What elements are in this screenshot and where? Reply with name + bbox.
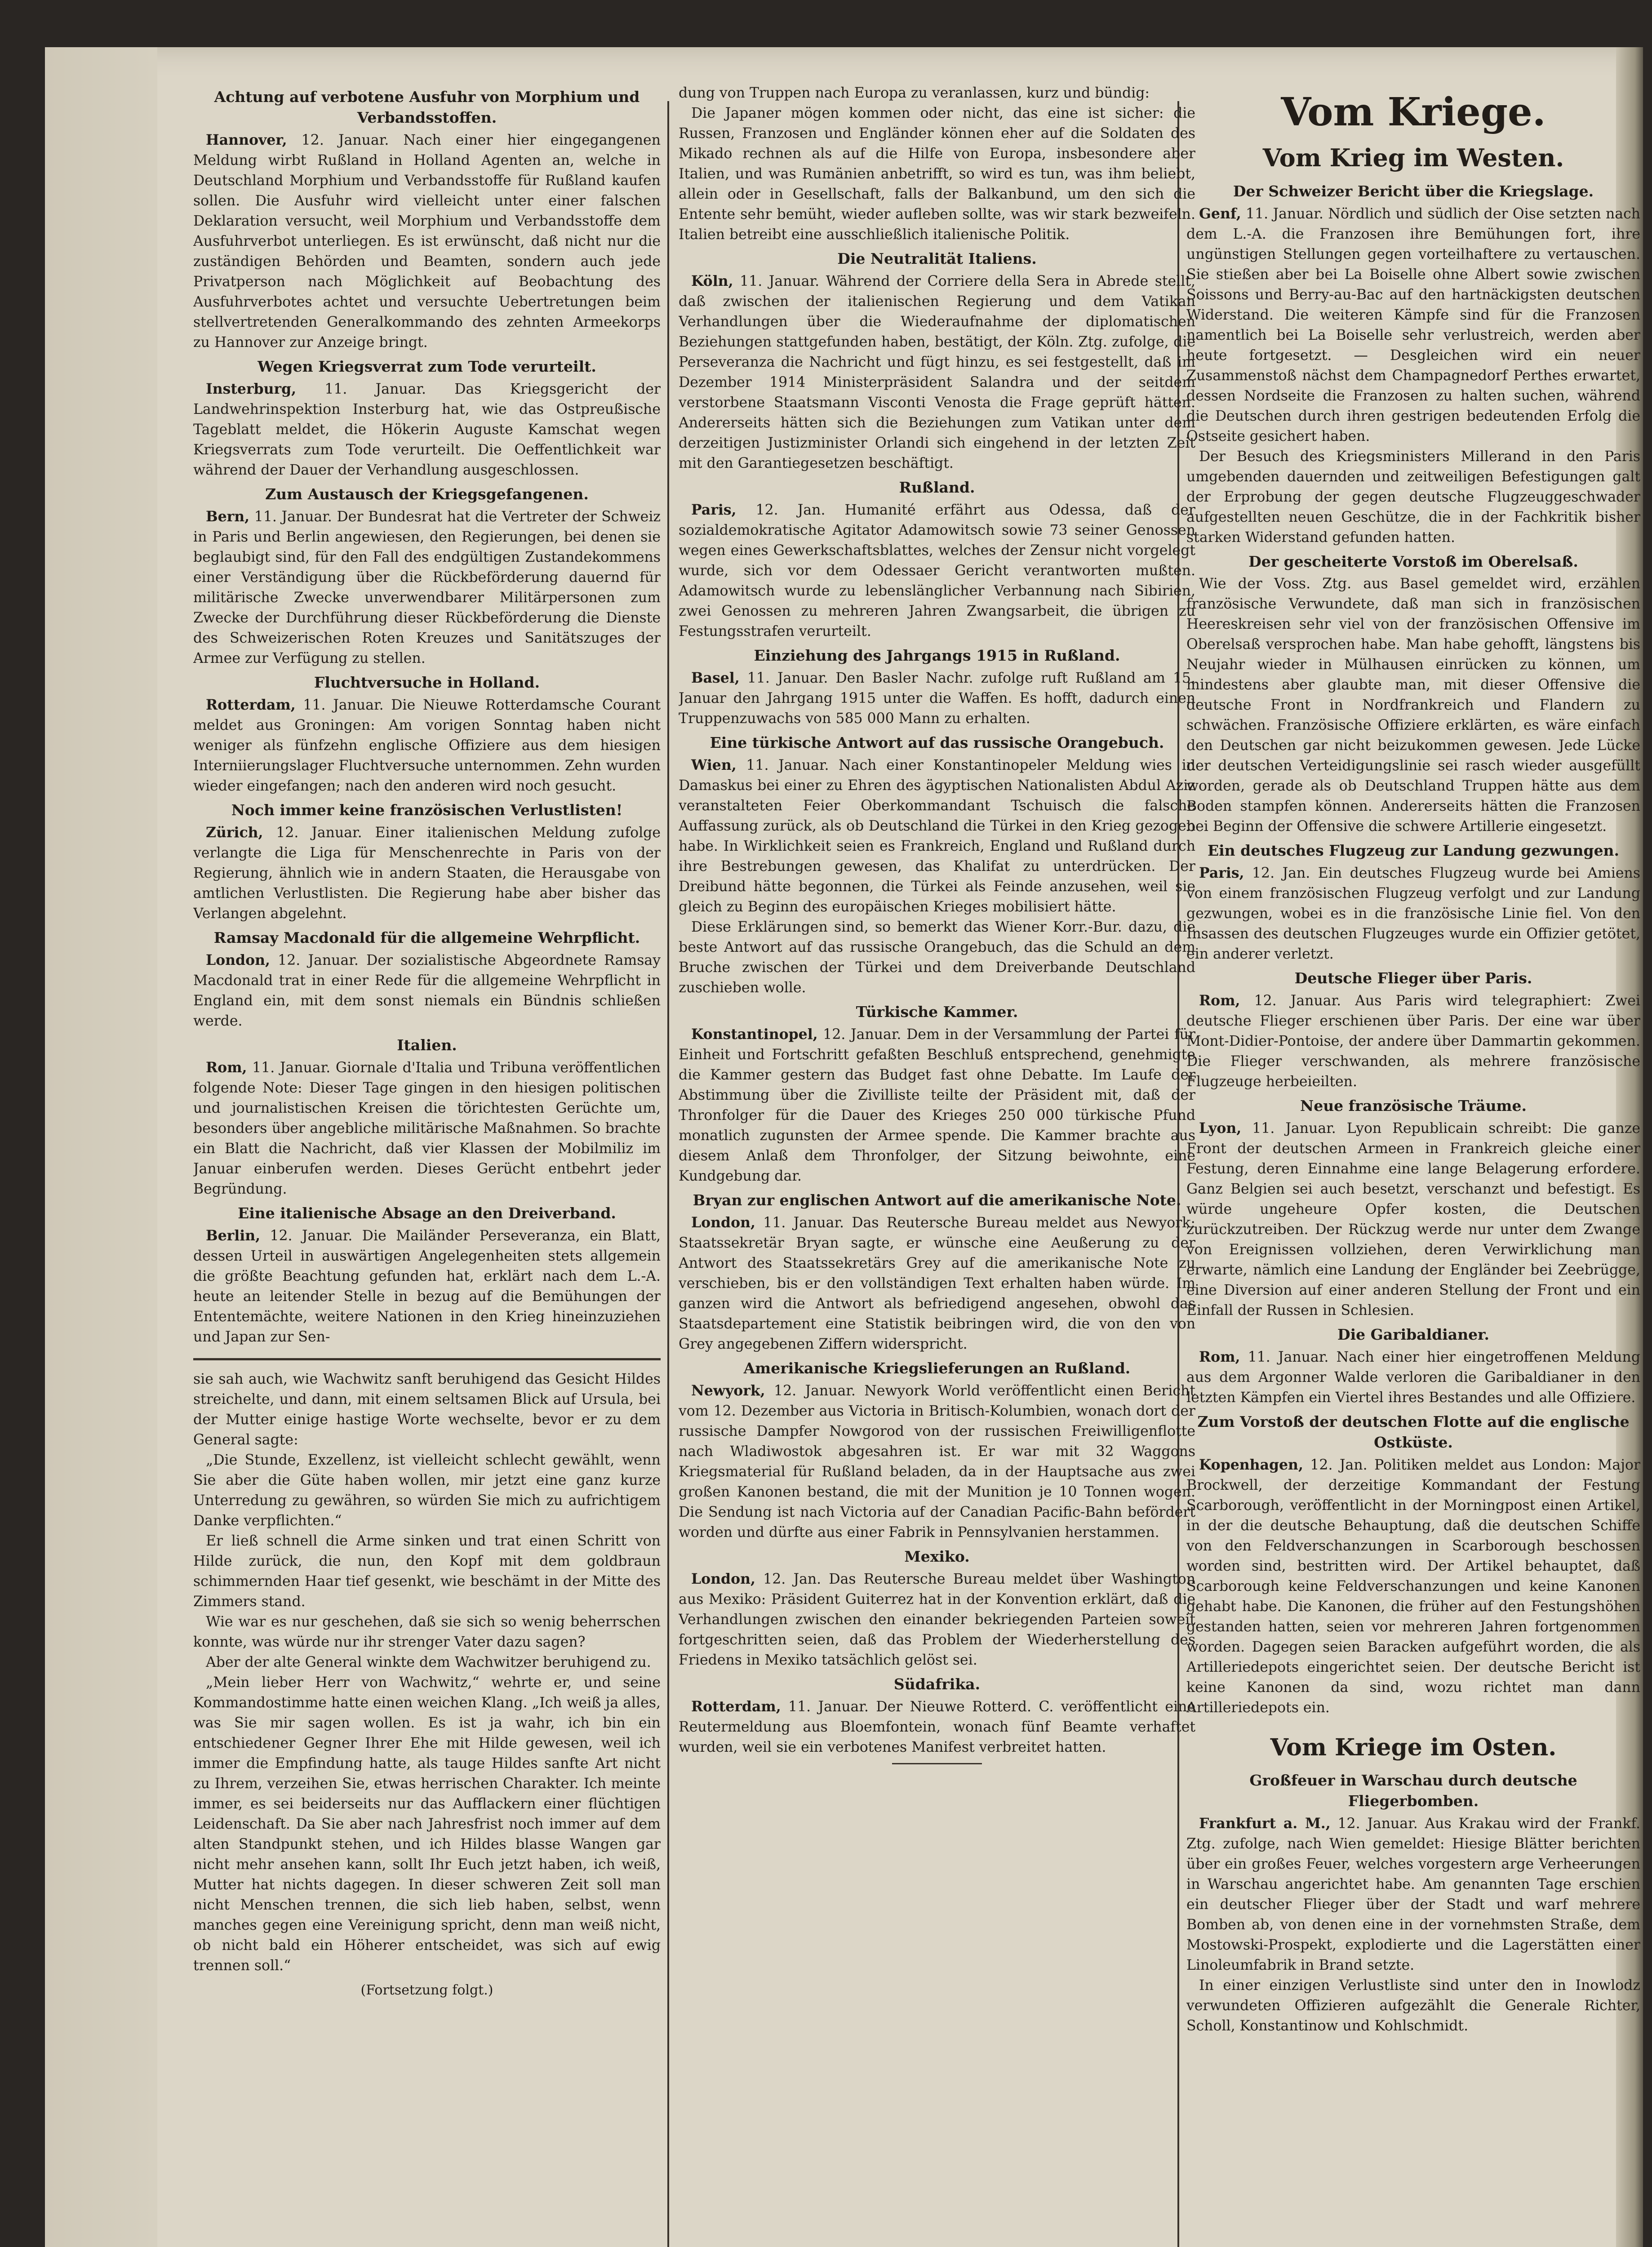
article-text: Diese Erklärungen sind, so bemerkt das Wiener Korr.-Bur. dazu, die beste Antwort auf das russische Orangebuch, das die Schuld an dem Bruche zwischen der Türkei und dem Dreiverbande Deutschland zuschieben wolle.	[679, 919, 1195, 996]
article-heading: Noch immer keine französischen Verlustlisten!	[231, 801, 623, 819]
dateline: Konstantinopel,	[691, 1026, 818, 1043]
article-text	[679, 500, 1195, 642]
dateline: London,	[691, 1571, 755, 1587]
article-body: 11. Januar. Die Nieuwe Rotterdamsche Courant meldet aus Groningen: Am vorigen Sonntag haben nicht weniger als fünfzehn englische Offiziere aus dem hiesigen Interniierungslager Fluchtversuche unternommen. Zehn wurden wieder eingefangen; nach den anderen wird noch gesucht.	[193, 697, 661, 794]
dateline: Insterburg,	[206, 381, 297, 397]
article-text	[1186, 1455, 1640, 1718]
article-text	[1186, 204, 1640, 447]
article-heading: Großfeuer in Warschau durch deutsche Fliegerbomben.	[1249, 1772, 1577, 1810]
article-heading: Die Neutralität Italiens.	[837, 250, 1037, 267]
article-text	[193, 695, 661, 796]
article-heading: Eine italienische Absage an den Dreiverband.	[238, 1204, 616, 1222]
article-body: 11. Januar. Das Reutersche Bureau meldet aus Newyork: Staatssekretär Bryan sagte, er wünsche eine Aeußerung zu der Antwort des Staatssekretärs Grey auf die amerikanische Note zu verschieben, bis er den vollständigen Text erhalten haben würde. Im ganzen wird die Antwort als befriedigend angesehen, obwohl das Staatsdepartement eine Statistik beibringen wird, die von den von Grey angegebenen Ziffern widerspricht.	[679, 1215, 1195, 1352]
article-text	[1186, 1347, 1640, 1408]
column-left	[193, 83, 661, 2247]
article-text: Wie der Voss. Ztg. aus Basel gemeldet wird, erzählen französische Verwundete, daß man sich in französischen Heereskreisen sehr viel von der französischen Offensive im Oberelsaß versprochen habe. Man habe gehofft, längstens bis Neujahr wieder in Mülhausen einrücken zu können, um mindestens aber glaubte man, mit dieser Offensive die deutsche Front in Nordfrankreich und Flandern zu schwächen. Französische Offiziere erklärten, es wäre einfach den Deutschen gar nicht beizukommen gewesen. Jede Lücke der deutschen Verteidigungslinie sei rasch wieder ausgefüllt worden, gerade als ob Deutschland Truppen hätte aus dem Boden stampfen können. Andererseits hätten die Franzosen bei Beginn der Offensive die schwere Artillerie eingesetzt.	[1186, 576, 1640, 835]
section-subtitle: Vom Krieg im Westen.	[1262, 143, 1564, 172]
dateline: Hannover,	[206, 132, 287, 148]
article-heading: Achtung auf verbotene Ausfuhr von Morphium und Verbandsstoffen.	[214, 88, 640, 126]
article-body: 12. Jan. Das Reutersche Bureau meldet über Washington aus Mexiko: Präsident Guiterrez hat in der Konvention erklärt, daß die Verhandlungen zwischen den einander bekriegenden Parteien soweit fortgeschritten seien, daß das Problem der Wiederherstellung des Friedens in Mexiko tatsächlich gelöst sei.	[679, 1571, 1195, 1668]
article-heading: Wegen Kriegsverrat zum Tode verurteilt.	[258, 358, 596, 375]
novel-paragraph: Er ließ schnell die Arme sinken und trat einen Schritt von Hilde zurück, die nun, den Kopf mit dem goldbraun schimmernden Haar tief gesenkt, wie beschämt in der Mitte des Zimmers stand.	[193, 1533, 661, 1610]
article-heading: Der gescheiterte Vorstoß im Oberelsaß.	[1248, 553, 1578, 570]
column-middle	[679, 83, 1195, 2247]
article-body: 11. Januar. Der Bundesrat hat die Vertreter der Schweiz in Paris und Berlin angewiesen, den Regierungen, bei denen sie beglaubigt sind, für den Fall des endgültigen Zustandekommens einer Verständigung über die Rückbeförderung dauernd für militärische Zwecke unverwendbarer Militärpersonen zum Zwecke der Durchführung dieser Rückbeförderung die Dienste des Schweizerischen Roten Kreuzes und Sanitätszuges der Armee zur Verfügung zu stellen.	[193, 509, 661, 666]
novel-paragraph: „Mein lieber Herr von Wachwitz,“ wehrte er, und seine Kommandostimme hatte einen weichen Klang. „Ich weiß ja alles, was Sie mir sagen wollen. Es ist ja wahr, ich bin ein entschiedener Gegner Ihrer Ehe mit Hilde gewesen, weil ich immer die Empfindung hatte, als tauge Hildes sanfte Art nicht zu Ihrem, verzeihen Sie, etwas herrischen Charakter. Ich meinte immer, es sei beiderseits nur das Aufflackern einer flüchtigen Leidenschaft. Da Sie aber nach Jahresfrist noch immer auf dem alten Standpunkt stehen, und ich Hildes blasse Wangen gar nicht mehr ansehen kann, sollt Ihr Euch jetzt haben, ich weiß, Mutter hat nichts dagegen. In dieser schweren Zeit soll man nicht Menschen trennen, die sich lieb haben, selbst, wenn manches gegen eine Vereinigung spricht, denn man weiß nicht, ob nicht bald ein Höherer entscheidet, was sich auf ewig trennen soll.“	[193, 1674, 661, 1974]
article-body: 12. Jan. Politiken meldet aus London: Major Brockwell, der derzeitige Kommandant der Festung Scarborough, veröffentlicht in der Morningpost einen Artikel, in der die deutsche Behauptung, daß die deutschen Schiffe von den Feldverschanzungen in Scarborough beschossen worden sind, bestritten wird. Der Artikel behauptet, daß Scarborough keine Feldverschanzungen und keine Kanonen gehabt habe. Die Kanonen, die früher auf den Festungshöhen gestanden hatten, seien vor mehreren Jahren fortgenommen worden. Dagegen seien Baracken aufgeführt worden, die als Artilleriedepots eingerichtet seien. Der deutsche Bericht ist keine Kanonen da sind, wozu richtet man dann Artilleriedepots ein.	[1186, 1457, 1640, 1716]
dateline: Basel,	[691, 670, 740, 686]
article-heading: Ein deutsches Flugzeug zur Landung gezwungen.	[1207, 842, 1620, 859]
article-heading: Italien.	[397, 1036, 457, 1054]
article-body: 12. Januar. Aus Paris wird telegraphiert: Zwei deutsche Flieger erschienen über Paris. Der eine war über Mont-Didier-Pontoise, der andere über Dammartin gekommen. Die Flieger verschwanden, als mehrere französische Flugzeuge herbeieilten.	[1186, 993, 1640, 1090]
feuilleton-rule	[193, 1358, 661, 1360]
section-title: Vom Kriege.	[1281, 89, 1546, 135]
dateline: Rom,	[1199, 1349, 1240, 1365]
article-text: Die Japaner mögen kommen oder nicht, das eine ist sicher: die Russen, Franzosen und Engländer können eher auf die Soldaten des Mikado rechnen als auf die Hilfe von Europa, insbesondere aber Italien, und was Rumänien anbetrifft, so wird es tun, was ihm beliebt, allein oder in Gesellschaft, falls der Balkanbund, um den sich die Entente sehr bemüht, wieder aufleben sollte, was wir stark bezweifeln. Italien betreibt eine ausschließlich italienische Politik.	[679, 105, 1195, 243]
article-text	[193, 1057, 661, 1199]
article-text	[679, 1696, 1195, 1758]
article-heading: Ramsay Macdonald für die allgemeine Wehrpflicht.	[213, 929, 640, 946]
article-body: 12. Januar. Einer italienischen Meldung zufolge verlangte die Liga für Menschenrechte in Paris von der Regierung, ähnlich wie in andern Staaten, die Herausgabe von amtlichen Verlustlisten. Die Regierung habe aber bisher das Verlangen abgelehnt.	[193, 825, 661, 922]
article-text	[679, 755, 1195, 917]
article-body: 12. Januar. Aus Krakau wird der Frankf. Ztg. zufolge, nach Wien gemeldet: Hiesige Blätter berichten über ein großes Feuer, welches vorgestern arge Verheerungen in Warschau angerichtet habe. Am genannten Tage erschien ein deutscher Flieger über der Stadt und warf mehrere Bomben ab, von denen eine in der vornehmsten Straße, dem Mostowski-Prospekt, explodierte und die Lagerstätten einer Linoleumfabrik in Brand setzte.	[1186, 1816, 1640, 1973]
dateline: Köln,	[691, 273, 733, 289]
article-body: 11. Januar. Nach einer hier eingetroffenen Meldung aus dem Argonner Walde verloren die Garibaldianer in den letzten Kämpfen ein Viertel ihres Bestandes und alle Offiziere.	[1186, 1349, 1640, 1406]
novel-paragraph: sie sah auch, wie Wachwitz sanft beruhigend das Gesicht Hildes streichelte, und dann, mit einem seltsamen Blick auf Ursula, bei der Mutter einige hastige Worte wechselte, bevor er zu dem General sagte:	[193, 1371, 661, 1448]
article-heading: Zum Vorstoß der deutschen Flotte auf die englische Ostküste.	[1197, 1413, 1630, 1451]
article-text	[679, 668, 1195, 729]
article-body: 12. Januar. Newyork World veröffentlicht einen Bericht vom 12. Dezember aus Victoria in Britisch-Kolumbien, wonach dort der russische Dampfer Nowgorod von der russischen Freiwilligenflotte nach Wladiwostok abgesahren ist. Er war mit 32 Waggons Kriegsmaterial für Rußland beladen, da in der Hauptsache aus zwei großen Kanonen bestand, die mit der Munition je 10 Tonnen wogen. Die Sendung ist nach Victoria auf der Canadian Pacific-Bahn befördert worden und dürfte aus einer Fabrik in Pennsylvanien herstammen.	[679, 1383, 1195, 1541]
article-text	[193, 506, 661, 669]
dateline: Genf,	[1199, 205, 1241, 222]
dateline: Zürich,	[206, 824, 263, 841]
novel-paragraph: Wie war es nur geschehen, daß sie sich so wenig beherrschen konnte, was würde nur ihr strenger Vater dazu sagen?	[193, 1614, 661, 1650]
article-heading: Bryan zur englischen Antwort auf die amerikanische Note.	[693, 1191, 1181, 1209]
dateline: Frankfurt a. M.,	[1199, 1815, 1331, 1832]
novel-paragraph: „Die Stunde, Exzellenz, ist vielleicht schlecht gewählt, wenn Sie aber die Güte haben wollen, mir jetzt eine ganz kurze Unterredung zu gewähren, so würden Sie mich zu aufrichtigem Danke verpflichten.“	[193, 1452, 661, 1529]
dateline: Rom,	[206, 1059, 247, 1076]
article-text	[679, 1212, 1195, 1354]
article-body: 12. Jan. Humanité erfährt aus Odessa, daß der sozialdemokratische Agitator Adamowitsch sowie 73 seiner Genossen wegen eines Gewerkschaftsblattes, welches der Zensur nicht vorgelegt wurde, sich vor dem Odessaer Gericht verantworten mußten. Adamowitsch wurde zu lebenslänglicher Verbannung nach Sibirien, zwei Genossen zu mehreren Jahren Zwangsarbeit, die übrigen zu Festungsstrafen verurteilt.	[679, 502, 1195, 639]
article-heading: Amerikanische Kriegslieferungen an Rußland.	[743, 1359, 1131, 1377]
article-text	[679, 1569, 1195, 1670]
dateline: Rotterdam,	[206, 697, 296, 713]
column-right	[1186, 83, 1640, 2247]
article-heading: Der Schweizer Bericht über die Kriegslage.	[1233, 182, 1594, 200]
article-text	[1186, 1813, 1640, 1976]
article-body: 12. Januar. Dem in der Versammlung der Partei für Einheit und Fortschritt gefaßten Beschluß entsprechend, genehmigte die Kammer gestern das Budget fast ohne Debatte. Im Laufe der Abstimmung über die Zivilliste teilte der Präsident mit, daß der Thronfolger für die Dauer des Krieges 250 000 türkische Pfund monatlich zugunsten der Armee spende. Die Kammer brachte aus diesem Anlaß dem Thronfolger, der Sitzung beiwohnte, eine Kundgebung dar.	[679, 1026, 1195, 1184]
article-heading: Eine türkische Antwort auf das russische Orangebuch.	[710, 734, 1164, 751]
article-text	[679, 1024, 1195, 1186]
article-body: 11. Januar. Während der Corriere della Sera in Abrede stellt, daß zwischen der italienischen Regierung und dem Vatikan Verhandlungen über die Wiederaufnahme der diplomatischen Beziehungen stattgefunden haben, bestätigt, der Köln. Ztg. zufolge, die Perseveranza die Nachricht und fügt hinzu, es sei festgestellt, daß im Dezember 1914 Ministerpräsident Salandra und der seitdem verstorbene Staatsmann Visconti Venosta die Frage geprüft hätten. Andererseits hätten sich die Beziehungen zum Vatikan unter dem derzeitigen Justizminister Orlandi sich eingehend in der letzten Zeit mit den Garantiegesetzen beschäftigt.	[679, 273, 1195, 471]
dateline: Lyon,	[1199, 1120, 1242, 1137]
article-text	[193, 379, 661, 480]
page-margin	[45, 47, 157, 2247]
article-text: In einer einzigen Verlustliste sind unter den in Inowlodz verwundeten Offizieren aufgezählt die Generale Richter, Scholl, Konstantinow und Kohlschmidt.	[1186, 1977, 1640, 2034]
article-body: 12. Jan. Ein deutsches Flugzeug wurde bei Amiens von einem französischen Flugzeug verfolgt und zur Landung gezwungen, wobei es in die französische Linie fiel. Von den Insassen des deutschen Flugzeuges wurde ein Offizier getötet, ein anderer verletzt.	[1186, 865, 1640, 962]
article-heading: Einziehung des Jahrgangs 1915 in Rußland.	[754, 647, 1120, 664]
article-text	[1186, 863, 1640, 964]
dateline: Kopenhagen,	[1199, 1457, 1303, 1473]
continuation-note: (Fortsetzung folgt.)	[360, 1982, 493, 1998]
article-text	[193, 130, 661, 353]
end-rule	[892, 1763, 982, 1764]
article-body: 11. Januar. Das Kriegsgericht der Landwehrinspektion Insterburg hat, wie das Ostpreußische Tageblatt meldet, die Hökerin Auguste Kamschat wegen Kriegsverrats zum Tode verurteilt. Die Oeffentlichkeit war während der Dauer der Verhandlung ausgeschlossen.	[193, 381, 661, 478]
article-body: 12. Januar. Die Mailänder Perseveranza, ein Blatt, dessen Urteil in auswärtigen Angelegenheiten stets allgemein die größte Beachtung gefunden hat, erklärt nach dem L.-A. heute an leitender Stelle in bezug auf die Bemühungen der Ententemächte, weitere Nationen in den Krieg hineinzuziehen und Japan zur Sen-	[193, 1228, 661, 1345]
novel-paragraph: Aber der alte General winkte dem Wachwitzer beruhigend zu.	[206, 1654, 651, 1670]
article-heading: Türkische Kammer.	[856, 1003, 1018, 1021]
dateline: London,	[691, 1214, 755, 1231]
article-body: 11. Januar. Nördlich und südlich der Oise setzten nach dem L.-A. die Franzosen ihre Bemühungen fort, ihre ungünstigen Stellungen gegen vorteilhaftere zu vertauschen. Sie stießen aber bei La Boiselle ohne Albert sowie zwischen Soissons und Berry-au-Bac auf den hartnäckigsten deutschen Widerstand. Die weiteren Kämpfe sind für die Franzosen namentlich bei La Boiselle sehr verlustreich, werden aber heute fortgesetzt. — Desgleichen wird ein neuer Zusammenstoß nächst dem Champagnedorf Perthes erwartet, dessen Nordseite die Franzosen zu halten suchen, während die Deutschen durch ihren gestrigen bedeutenden Erfolg die Ostseite gesichert haben.	[1186, 206, 1640, 444]
article-body: 11. Januar. Nach einer Konstantinopeler Meldung wies in Damaskus bei einer zu Ehren des ägyptischen Nationalisten Abdul Aziz veranstalteten Feier Oberkommandant Tschuisch die falsche Auffassung zurück, als ob Deutschland die Türkei in den Krieg gezogen habe. In Wirklichkeit seien es Frankreich, England und Rußland durch ihre Bestrebungen gewesen, das Khalifat zu unterdrücken. Der Dreibund hätte begonnen, die Türkei als Feinde anzusehen, weil sie gleich zu Beginn des europäischen Krieges mobilisiert hätte.	[679, 757, 1195, 915]
article-body: 11. Januar. Der Nieuwe Rotterd. C. veröffentlicht eine Reutermeldung aus Bloemfontein, wonach fünf Beamte verhaftet wurden, weil sie ein verbotenes Manifest verbreitet hatten.	[679, 1699, 1195, 1755]
article-body: 11. Januar. Giornale d'Italia und Tribuna veröffentlichen folgende Note: Dieser Tage gingen in den hiesigen politischen und journalistischen Kreisen die törichtesten Gerüchte um, besonders über angebliche militärische Maßnahmen. So brachte ein Blatt die Nachricht, daß vier Klassen der Mobilmiliz im Januar einberufen werden. Dieses Gerücht entbehrt jeder Begründung.	[193, 1060, 661, 1197]
article-heading: Zum Austausch der Kriegsgefangenen.	[265, 485, 589, 503]
article-text	[193, 1226, 661, 1347]
article-heading: Deutsche Flieger über Paris.	[1294, 969, 1532, 987]
article-heading: Rußland.	[899, 479, 975, 496]
dateline: London,	[206, 952, 270, 968]
article-heading: Die Garibaldianer.	[1337, 1326, 1489, 1343]
dateline: Bern,	[206, 508, 250, 525]
dateline: Rotterdam,	[691, 1698, 781, 1715]
article-heading: Neue französische Träume.	[1300, 1097, 1527, 1115]
article-body: 11. Januar. Lyon Republicain schreibt: Die ganze Front der deutschen Armeen in Frankreich gleiche einer Festung, deren Einnahme eine lange Belagerung erfordere. Ganz Belgien sei auch besetzt, verschanzt und befestigt. Es würde ungeheure Opfer kosten, die Deutschen zurückzutreiben. Der Rückzug werde nur unter dem Zwange von Ereignissen vollziehen, deren Verwirklichung man erwarte, nämlich eine Landung der Engländer bei Zeebrügge, eine Diversion auf einer anderen Stellung der Front und ein Einfall der Russen in Schlesien.	[1186, 1120, 1640, 1319]
newspaper-page	[45, 47, 1643, 2247]
article-heading: Mexiko.	[904, 1548, 970, 1565]
article-text	[193, 822, 661, 924]
article-body: 12. Januar. Nach einer hier eingegangenen Meldung wirbt Rußland in Holland Agenten an, welche in Deutschland Morphium und Verbandsstoffe für Rußland kaufen sollen. Die Ausfuhr wird vielleicht unter einer falschen Deklaration versucht, weil Morphium und Verbandsstoffe dem Ausfuhrverbot unterliegen. Es ist erwünscht, daß nicht nur die zuständigen Behörden und Beamten, sondern auch jede Privatperson nach Möglichkeit auf Beobachtung des Ausfuhrverbotes achtet und versuchte Uebertretungen beim stellvertretenden Generalkommando des zehnten Armeekorps zu Hannover zur Anzeige bringt.	[193, 132, 661, 351]
dateline: Rom,	[1199, 992, 1240, 1009]
article-text	[193, 950, 661, 1031]
article-text: dung von Truppen nach Europa zu veranlassen, kurz und bündig:	[679, 85, 1150, 101]
article-text	[679, 1381, 1195, 1543]
article-text	[1186, 1118, 1640, 1321]
article-text: Der Besuch des Kriegsministers Millerand in den Paris umgebenden dauernden und zeitweiligen Befestigungen galt der Erprobung der gegen deutsche Flugzeuggeschwader aufgestellten neuen Geschütze, die in der Fachkritik bisher starken Widerstand gefunden hatten.	[1186, 449, 1640, 546]
column-rule	[667, 101, 669, 2247]
dateline: Newyork,	[691, 1382, 765, 1399]
section-subtitle: Vom Kriege im Osten.	[1270, 1734, 1557, 1761]
dateline: Paris,	[691, 502, 737, 518]
article-text	[1186, 990, 1640, 1092]
dateline: Paris,	[1199, 865, 1244, 881]
article-text	[679, 271, 1195, 474]
article-heading: Fluchtversuche in Holland.	[314, 674, 540, 691]
dateline: Berlin,	[206, 1227, 261, 1244]
dateline: Wien,	[691, 757, 737, 773]
article-heading: Südafrika.	[893, 1675, 981, 1693]
article-body: 12. Januar. Der sozialistische Abgeordnete Ramsay Macdonald trat in einer Rede für die allgemeine Wehrpflicht in England ein, mit dem sonst niemals ein Bündnis schließen werde.	[193, 952, 661, 1029]
article-body: 11. Januar. Den Basler Nachr. zufolge ruft Rußland am 15. Januar den Jahrgang 1915 unter die Waffen. Es hofft, dadurch einen Truppenzuwachs von 585 000 Mann zu erhalten.	[679, 670, 1195, 727]
